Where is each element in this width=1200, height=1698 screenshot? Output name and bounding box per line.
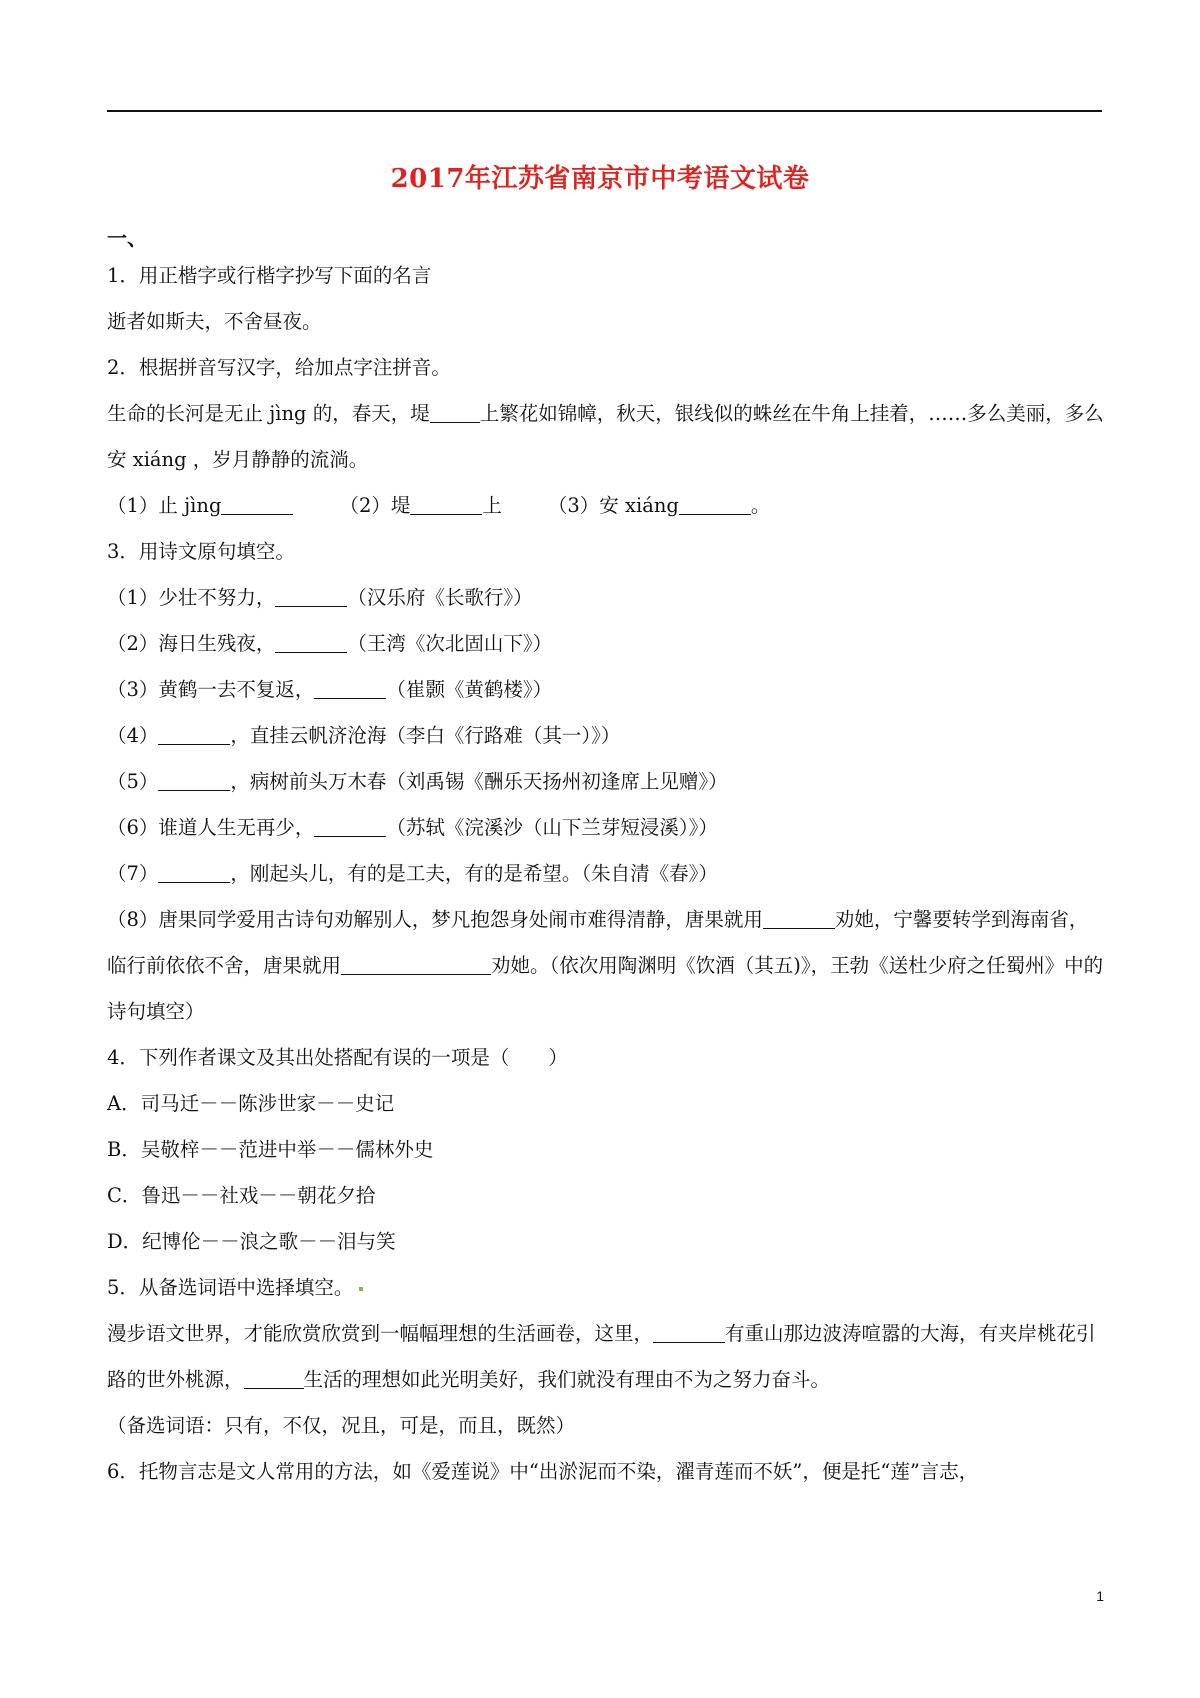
blank[interactable] [653, 1322, 725, 1343]
section-heading: 一、 [107, 226, 147, 250]
q2-stem: 2．根据拼音写汉字，给加点字注拼音。 [107, 356, 451, 379]
blank[interactable] [679, 494, 751, 515]
q5-passage-a: 漫步语文世界，才能欣赏欣赏到一幅幅理想的生活画卷，这里， [107, 1322, 654, 1345]
q4-option[interactable]: D．纪博伦－－浪之歌－－泪与笑 [107, 1230, 396, 1253]
header-rule [107, 110, 1102, 112]
blank[interactable] [221, 494, 293, 515]
q3-item-pre: （2）海日生残夜， [107, 632, 276, 655]
q3-item-post: ，直挂云帆济沧海（李白《行路难（其一）》） [230, 724, 621, 747]
q5-stem [107, 1274, 1104, 1302]
dot-mark [359, 1287, 363, 1291]
q6-stem: 6．托物言志是文人常用的方法，如《爱莲说》中“出淤泥而不染，濯青莲而不妖”，便是托“莲”言志， [107, 1460, 979, 1483]
q3-item-pre: （7） [107, 862, 159, 885]
q3-items [107, 584, 1104, 888]
q4-option[interactable]: A．司马迁－－陈涉世家－－史记 [107, 1092, 395, 1115]
q4-option[interactable]: C．鲁迅－－社戏－－朝花夕拾 [107, 1184, 376, 1207]
q3-item-pre: （6）谁道人生无再少， [107, 816, 315, 839]
blank[interactable] [410, 494, 482, 515]
q3-item8-b: 劝她，宁馨要转学到海南省，临行前依依不舍，唐果就用 [107, 908, 1089, 977]
q2-blank1-label: （1）止 jìng [107, 494, 222, 517]
q3-item-post: （崔颢《黄鹤楼》） [386, 678, 553, 701]
q3-item8 [107, 897, 1104, 1035]
q3-item-post: ，病树前头万木春（刘禹锡《酬乐天扬州初逢席上见赠》） [230, 770, 728, 793]
q3-item-pre: （4） [107, 724, 159, 747]
blank[interactable] [158, 862, 230, 883]
q3-item [107, 722, 1104, 750]
q1-quote: 逝者如斯夫，不舍昼夜。 [107, 310, 322, 333]
q3-item-pre: （5） [107, 770, 159, 793]
q2-blank2-after: 上 [482, 494, 502, 517]
blank[interactable] [430, 402, 480, 423]
q3-item-post: ，刚起头儿，有的是工夫，有的是希望。（朱自清《春》） [230, 862, 718, 885]
q2-blanks [107, 492, 1104, 520]
q3-item-pre: （1）少壮不努力， [107, 586, 276, 609]
q4-options [107, 1090, 1104, 1256]
blank[interactable] [158, 770, 230, 791]
q5-passage-c: 生活的理想如此光明美好，我们就没有理由不为之努力奋斗。 [303, 1368, 831, 1391]
blank[interactable] [158, 724, 230, 745]
exam-content [107, 262, 1104, 1504]
q4-option[interactable]: B．吴敬梓－－范进中举－－儒林外史 [107, 1138, 434, 1161]
q3-item [107, 860, 1104, 888]
blank[interactable] [341, 954, 491, 975]
blank[interactable] [275, 632, 347, 653]
page-number: 1 [1096, 1588, 1104, 1604]
blank[interactable] [314, 816, 386, 837]
q5-stem-text: 5．从备选词语中选择填空。 [107, 1276, 354, 1299]
q2-blank2-label: （2）堤 [339, 494, 411, 517]
q3-item-pre: （3）黄鹤一去不复返， [107, 678, 315, 701]
q2-passage [107, 391, 1104, 483]
blank[interactable] [314, 678, 386, 699]
q5-passage [107, 1311, 1104, 1403]
q3-item-post: （汉乐府《长歌行》） [347, 586, 533, 609]
q3-item [107, 676, 1104, 704]
blank[interactable] [275, 586, 347, 607]
q2-passage-b: 上繁花如锦幛，秋天，银线似的蛛丝在牛角上挂着，……多么美丽，多么安 xiáng ，岁月静静的流淌。 [107, 402, 1104, 471]
q2-blank3-label: （3）安 xiáng [547, 494, 679, 517]
q3-item [107, 630, 1104, 658]
q3-item [107, 768, 1104, 796]
q1-stem: 1．用正楷字或行楷字抄写下面的名言 [107, 264, 432, 287]
q4-stem: 4．下列作者课文及其出处搭配有误的一项是（ ） [107, 1046, 568, 1069]
q5-options: （备选词语：只有，不仅，况且，可是，而且，既然） [107, 1414, 576, 1437]
page-title: 2017年江苏省南京市中考语文试卷 [390, 164, 810, 194]
blank[interactable] [763, 908, 835, 929]
q3-item8-a: （8）唐果同学爱用古诗句劝解别人，梦凡抱怨身处闹市难得清静，唐果就用 [107, 908, 763, 931]
q3-item [107, 814, 1104, 842]
q3-item-post: （王湾《次北固山下》） [347, 632, 553, 655]
q2-passage-a: 生命的长河是无止 jìng 的，春天，堤 [107, 402, 430, 425]
q3-stem: 3．用诗文原句填空。 [107, 540, 295, 563]
q5-passage-b: 有重山那边波涛喧嚣的大海，有夹岸桃花引路的世外桃源， [107, 1322, 1096, 1391]
q2-blank3-after: 。 [750, 494, 771, 517]
q3-item [107, 584, 1104, 612]
blank[interactable] [244, 1368, 304, 1389]
q3-item-post: （苏轼《浣溪沙（山下兰芽短浸溪）》） [386, 816, 718, 839]
q3-item8-c: 劝她。（依次用陶渊明《饮酒（其五)》，王勃《送杜少府之任蜀州》中的诗句填空） [107, 954, 1104, 1023]
